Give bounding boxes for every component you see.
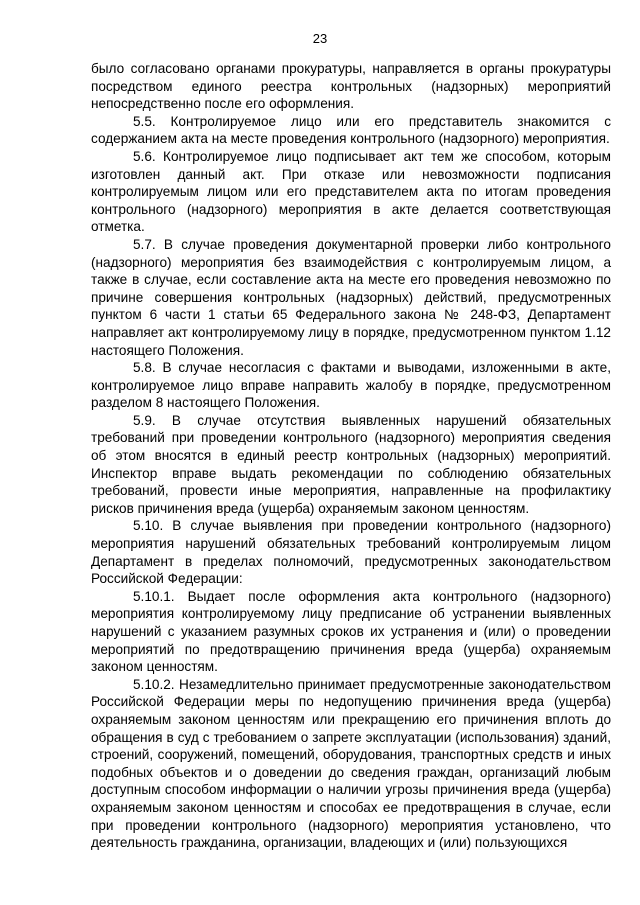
- paragraph: 5.10.1. Выдает после оформления акта контрольного (надзорного) мероприятия контролируемому лицу предписание об устранении выявленных нарушений с указанием разумных сроков их устранения и (или) о проведении мероприятий по предотвращению причинения вреда (ущерба) охраняемым законом ценностям.: [91, 588, 611, 675]
- page-number: 23: [312, 31, 328, 46]
- paragraph: 5.5. Контролируемое лицо или его представитель знакомится с содержанием акта на месте проведения контрольного (надзорного) мероприятия.: [91, 113, 611, 147]
- paragraph: было согласовано органами прокуратуры, направляется в органы прокуратуры посредством единого реестра контрольных (надзорных) мероприятий непосредственно после его оформления.: [91, 61, 611, 112]
- paragraph: 5.7. В случае проведения документарной проверки либо контрольного (надзорного) мероприятия без взаимодействия с контролируемым лицом, а также в случае, если составление акта на месте его проведения невозможно по причине совершения контрольных (надзорных) действий, предусмотренных пунктом 6 части 1 статьи 65 Федерального закона № 248-ФЗ, Департамент направляет акт контролируемому лицу в порядке, предусмотренном пунктом 1.12 настоящего Положения.: [91, 236, 611, 358]
- paragraph: 5.6. Контролируемое лицо подписывает акт тем же способом, которым изготовлен данный акт. При отказе или невозможности подписания контролируемым лицом или его представителем акта по итогам проведения контрольного (надзорного) мероприятия в акте делается соответствующая отметка.: [91, 148, 611, 235]
- paragraph: 5.10.2. Незамедлительно принимает предусмотренные законодательством Российской Федерации меры по недопущению причинения вреда (ущерба) охраняемым законом ценностям или прекращению его причинения вплоть до обращения в суд с требованием о запрете эксплуатации (использования) зданий, строений, сооружений, помещений, оборудования, транспортных средств и иных подобных объектов и о доведении до сведения граждан, организаций любым доступным способом информации о наличии угрозы причинения вреда (ущерба) охраняемым законом ценностям и способах ее предотвращения в случае, если при проведении контрольного (надзорного) мероприятия установлено, что деятельность гражданина, организации, владеющих и (или) пользующихся: [91, 676, 611, 851]
- paragraph: 5.10. В случае выявления при проведении контрольного (надзорного) мероприятия нарушений обязательных требований контролируемым лицом Департамент в пределах полномочий, предусмотренных законодательством Российской Федерации:: [91, 518, 611, 587]
- document-body: [91, 60, 611, 852]
- paragraph: 5.9. В случае отсутствия выявленных нарушений обязательных требований при проведении контрольного (надзорного) мероприятия сведения об этом вносятся в единый реестр контрольных (надзорных) мероприятий. Инспектор вправе выдать рекомендации по соблюдению обязательных требований, провести иные мероприятия, направленные на профилактику рисков причинения вреда (ущерба) охраняемым законом ценностям.: [91, 412, 611, 516]
- paragraph: 5.8. В случае несогласия с фактами и выводами, изложенными в акте, контролируемое лицо вправе направить жалобу в порядке, предусмотренном разделом 8 настоящего Положения.: [91, 360, 611, 411]
